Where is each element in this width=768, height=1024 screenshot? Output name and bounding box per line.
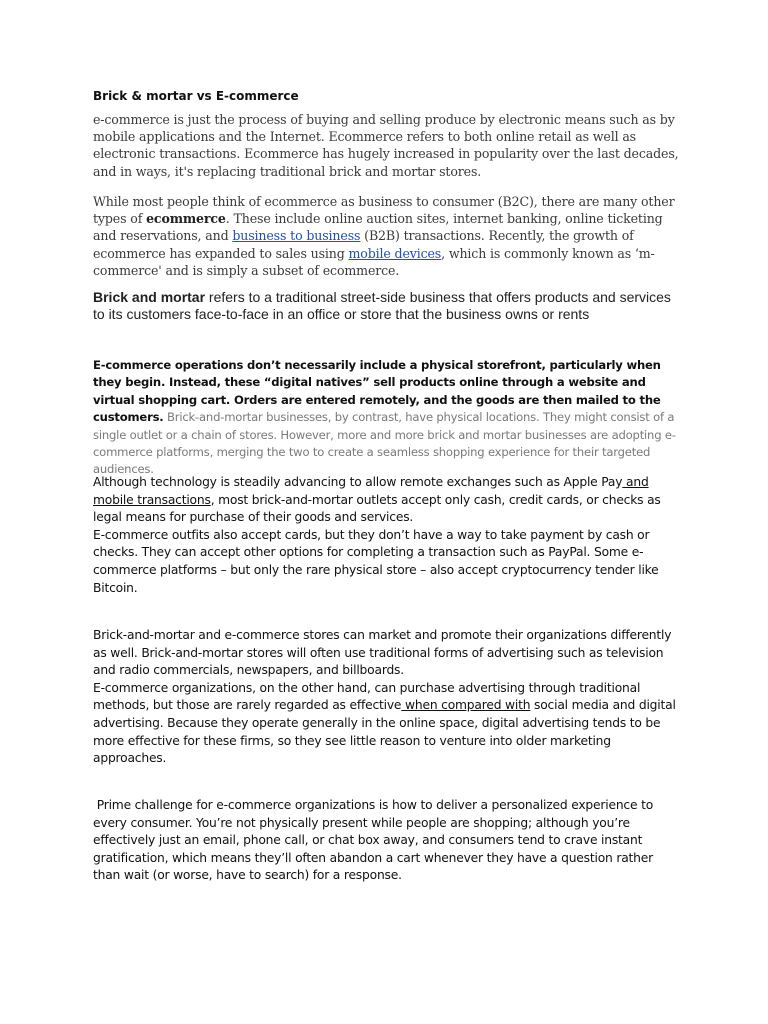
grey-text-segment: Brick-and-mortar businesses, by contrast, have physical locations. They might consist of a single outlet or a chain of stores. However, more and more brick and mortar businesses are adopting e-commerce platforms, merging the two to create a seamless shopping experience for their targeted audiences. — [93, 410, 676, 477]
paragraph-operations — [93, 357, 683, 479]
bold-operations-text: E-commerce operations don’t necessarily include a physical storefront, particularly when they begin. Instead, these “digital natives” sell products online through a website and virtual shopping cart. Orders are entered remotely, and the goods are then mailed to the customers. — [93, 358, 661, 425]
text-segment: E-commerce organizations, on the other hand, can purchase advertising through traditional methods, but those are rarely regarded as effective — [93, 680, 641, 713]
bold-term-brick-and-mortar: Brick and mortar — [93, 289, 206, 305]
text-segment: (B2B) transactions. Recently, the growth of ecommerce has expanded to sales using — [93, 228, 634, 261]
underlined-when-compared-with: when compared with — [401, 698, 531, 713]
link-mobile-devices[interactable]: mobile devices — [348, 245, 442, 261]
paragraph-ecommerce-types — [93, 193, 683, 279]
text-segment: , which is commonly known as ‘m-commerce' and is simply a subset of ecommerce. — [93, 245, 655, 278]
bold-term-ecommerce: ecommerce — [146, 211, 226, 227]
paragraph-brick-and-mortar-definition — [93, 289, 683, 322]
paragraph-marketing — [93, 627, 683, 768]
document-title: Brick & mortar vs E-commerce — [93, 89, 299, 103]
text-segment: Although technology is steadily advancing to allow remote exchanges such as Apple Pay — [93, 475, 623, 489]
text-segment: social media and digital advertising. Because they operate generally in the online space, digital advertising tends to be more effective for these firms, so they see little reason to venture into older marketing approaches. — [93, 698, 676, 766]
text-segment: E-commerce outfits also accept cards, but they don’t have a way to take payment by cash or checks. They can accept other options for completing a transaction such as PayPal. Some e-commerce platforms – but only the rare physical store – also accept cryptocurrency tender like Bitcoin. — [93, 527, 659, 595]
text-segment: Brick-and-mortar and e-commerce stores can market and promote their organizations differently as well. Brick-and-mortar stores will often use traditional forms of advertising such as television and radio commercials, newspapers, and billboards. — [93, 628, 672, 678]
text-segment: refers to a traditional street-side business that offers products and services to its customers face-to-face in an office or store that the business owns or rents — [93, 289, 671, 322]
text-segment: , most brick-and-mortar outlets accept only cash, credit cards, or checks as legal means for purchase of their goods and services. — [93, 492, 661, 525]
paragraph-personalization-challenge: Prime challenge for e-commerce organizations is how to deliver a personalized experience to every consumer. You’re not physically present while people are shopping; although you’re effectively just an email, phone call, or chat box away, and consumers tend to crave instant gratification, which means they’ll often abandon a cart whenever they have a question rather than wait (or worse, have to search) for a response. — [93, 798, 657, 883]
text-segment: While most people think of ecommerce as business to consumer (B2C), there are many other types of — [93, 194, 675, 227]
paragraph-payments — [93, 474, 683, 597]
paragraph-ecommerce-definition: e-commerce is just the process of buying and selling produce by electronic means such as by mobile applications and the Internet. Ecommerce refers to both online retail as well as electronic transactions. Ecommerce has hugely increased in popularity over the last decades, and in ways, it's replacing traditional brick and mortar stores. — [93, 112, 679, 179]
text-segment: . These include online auction sites, internet banking, online ticketing and reservations, and — [93, 211, 663, 244]
link-business-to-business[interactable]: business to business — [232, 228, 361, 244]
underlined-mobile-transactions: and mobile transactions — [93, 475, 649, 507]
